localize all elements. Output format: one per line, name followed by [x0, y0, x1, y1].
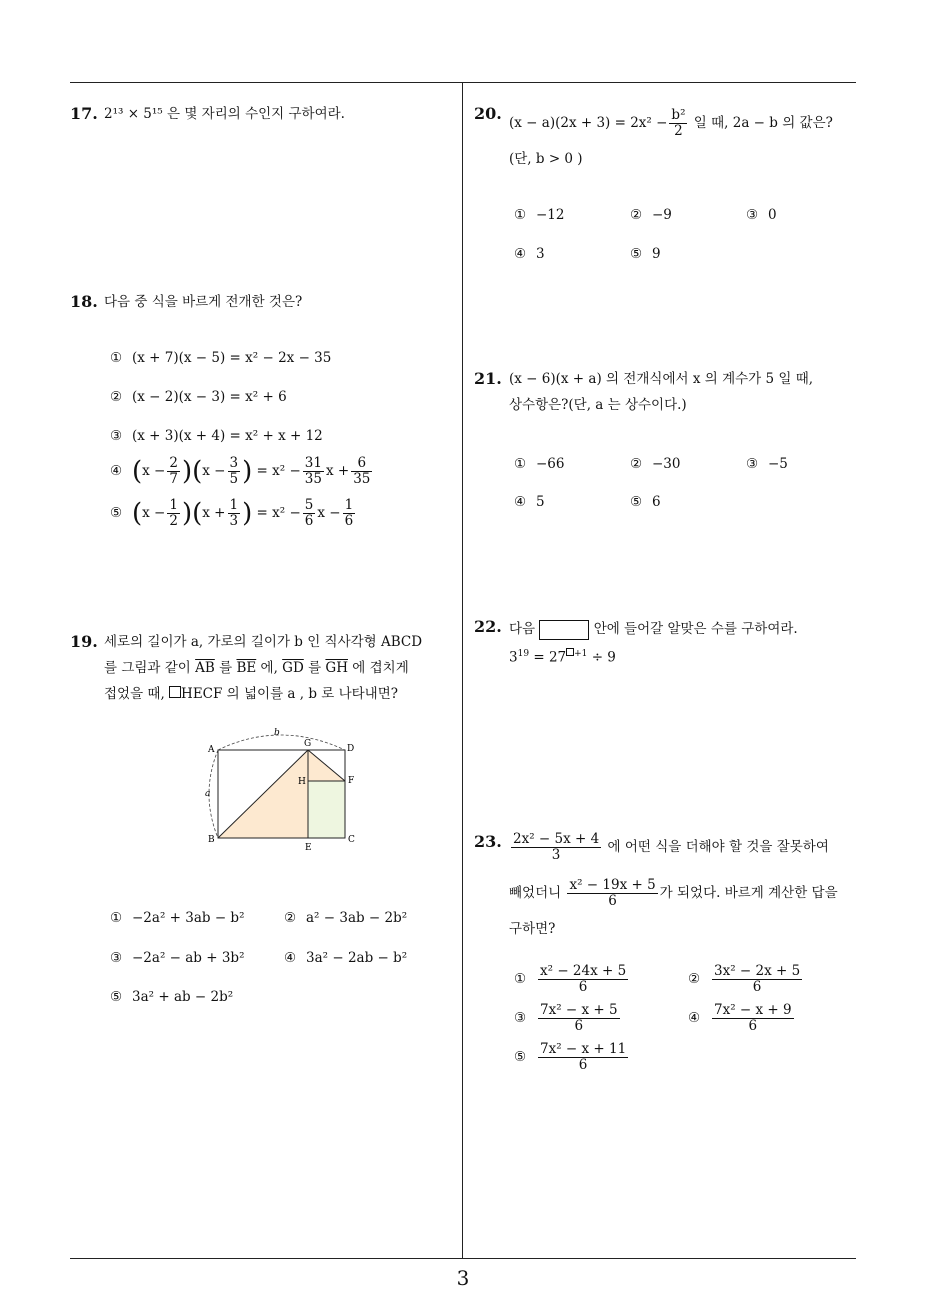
choice-3[interactable]: ③ $\frac{\text{7x² − x + 5}}{6}$ — [514, 1002, 618, 1034]
bottom-rule — [70, 1258, 856, 1259]
choice-2[interactable]: ② −30 — [630, 456, 681, 472]
choice-1[interactable]: ① $\frac{\text{x² − 24x + 5}}{6}$ — [514, 963, 627, 995]
equation: $3^{19} = 27$ $^{+1}$ ÷ 9 — [509, 649, 616, 666]
choice-4[interactable]: ④ $\frac{\text{7x² − x + 9}}{6}$ — [688, 1002, 792, 1034]
answer-blank[interactable] — [539, 620, 589, 640]
svg-text:G: G — [304, 739, 312, 749]
choice-text: (x − 2)(x − 3) = x² + 6 — [132, 389, 287, 405]
question-number: 21. — [474, 369, 502, 388]
choice-1[interactable]: ① −66 — [514, 456, 565, 472]
question-text: 2¹³ × 5¹⁵ 은 몇 자리의 수인지 구하여라. — [104, 106, 345, 122]
svg-text:D: D — [347, 744, 355, 754]
page-number: 3 — [456, 1266, 470, 1290]
choice-mark: ① — [110, 350, 123, 366]
question-text: 다음 중 식을 바르게 전개한 것은? — [104, 294, 303, 310]
question-number: 23. — [474, 832, 502, 851]
question-23: 23. $\frac{\text{2x² − 5x + 4}}{3}$ 에 어떤 식을 더해야 할 것을 잘못하여 빼었더니 $\frac{\text{x² − 19x + 5}}{6}$ 가 되었다. 바르게 계산한 답을 구하면? — [474, 831, 838, 937]
choice-mark: ③ — [110, 428, 123, 444]
rectangle-hecf-fill — [308, 781, 345, 838]
choice-2[interactable]: ② −9 — [630, 207, 672, 223]
question-number: 17. — [70, 104, 98, 123]
question-17 — [70, 104, 450, 134]
choice-4[interactable]: ④ 3a² − 2ab − b² — [284, 950, 408, 966]
question-number: 18. — [70, 292, 98, 311]
question-21 — [474, 369, 864, 429]
choice-text: (x + 3)(x + 4) = x² + x + 12 — [132, 428, 323, 444]
question-text: $\frac{\text{2x² − 5x + 4}}{3}$ 에 어떤 식을 더해야 할 것을 잘못하여 — [513, 831, 829, 863]
question-number: 19. — [70, 632, 98, 651]
question-number: 22. — [474, 617, 502, 636]
choice-5[interactable]: ⑤ 3a² + ab − 2b² — [110, 989, 234, 1005]
choice-5[interactable]: ⑤ 9 — [630, 246, 661, 262]
svg-text:b: b — [274, 728, 280, 738]
svg-text:F: F — [348, 776, 355, 786]
question-19 — [70, 632, 460, 722]
top-rule — [70, 82, 856, 83]
question-22 — [474, 617, 864, 677]
choice-1[interactable]: ① −12 — [514, 207, 565, 223]
choice-5[interactable]: ⑤ $\frac{\text{7x² − x + 11}}{6}$ — [514, 1041, 627, 1073]
choice-4[interactable]: ④ (x − $\frac{2}{7}$ )(x − $\frac{3}{5}$ ) = x² − $\frac{31}{35}$ x + $\frac{6}{35}$ — [110, 455, 371, 487]
choice-1[interactable] — [110, 350, 331, 366]
svg-text:E: E — [305, 843, 312, 853]
question-text: 다음 안에 들어갈 알맞은 수를 구하여라. — [509, 616, 798, 642]
choice-5[interactable]: ⑤ (x − $\frac{1}{2}$ )(x + $\frac{1}{3}$ ) = x² − $\frac{5}{6}$ x − $\frac{1}{6}$ — [110, 497, 354, 529]
choice-text: (x + 7)(x − 5) = x² − 2x − 35 — [132, 350, 332, 366]
rectangle-fold-figure — [200, 726, 360, 856]
choice-mark: ④ — [110, 462, 123, 479]
choice-2[interactable]: ② a² − 3ab − 2b² — [284, 910, 408, 926]
choice-3[interactable]: ③ 0 — [746, 207, 777, 223]
choice-5[interactable]: ⑤ 6 — [630, 494, 661, 510]
dashed-arc-b — [218, 735, 345, 750]
choice-4[interactable]: ④ 5 — [514, 494, 545, 510]
choice-3[interactable]: ③ −5 — [746, 456, 788, 472]
choice-mark: ② — [110, 389, 123, 405]
svg-text:C: C — [348, 835, 355, 845]
choice-2[interactable] — [110, 389, 287, 405]
svg-text:B: B — [208, 835, 215, 845]
choice-1[interactable]: ① −2a² + 3ab − b² — [110, 910, 245, 926]
choice-2[interactable]: ② $\frac{\text{3x² − 2x + 5}}{6}$ — [688, 963, 801, 995]
question-text: (x − 6)(x + a) 의 전개식에서 x 의 계수가 5 일 때, 상수항은?(단, a 는 상수이다.) — [509, 371, 814, 413]
question-text: (x − a)(2x + 3) = 2x² − $\frac{\text{b²}}{2}$ 일 때, 2a − b 의 값은? — [509, 107, 833, 139]
column-divider — [462, 82, 463, 1258]
choice-mark: ⑤ — [110, 504, 123, 521]
svg-text:a: a — [205, 789, 211, 799]
svg-text:H: H — [298, 777, 306, 787]
question-20: 20. (x − a)(2x + 3) = 2x² − $\frac{\text{b²}}{2}$ 일 때, 2a − b 의 값은? (단, b > 0 ) — [474, 104, 833, 167]
choice-3[interactable] — [110, 428, 323, 444]
label-a-vertex: A — [208, 745, 215, 755]
choice-4[interactable]: ④ 3 — [514, 246, 545, 262]
question-number: 20. — [474, 104, 502, 123]
question-text: 세로의 길이가 a, 가로의 길이가 b 인 직사각형 ABCD 를 그림과 같이 $\overline{AB}$ 를 $\overline{BE}$ 에, $\overline{GD}$ 를 $\overline{GH}$ 에 겹치게 접었을 때, HECF 의 넓이를 a , b 로 나타내면? — [104, 634, 423, 702]
choice-3[interactable]: ③ −2a² − ab + 3b² — [110, 950, 245, 966]
